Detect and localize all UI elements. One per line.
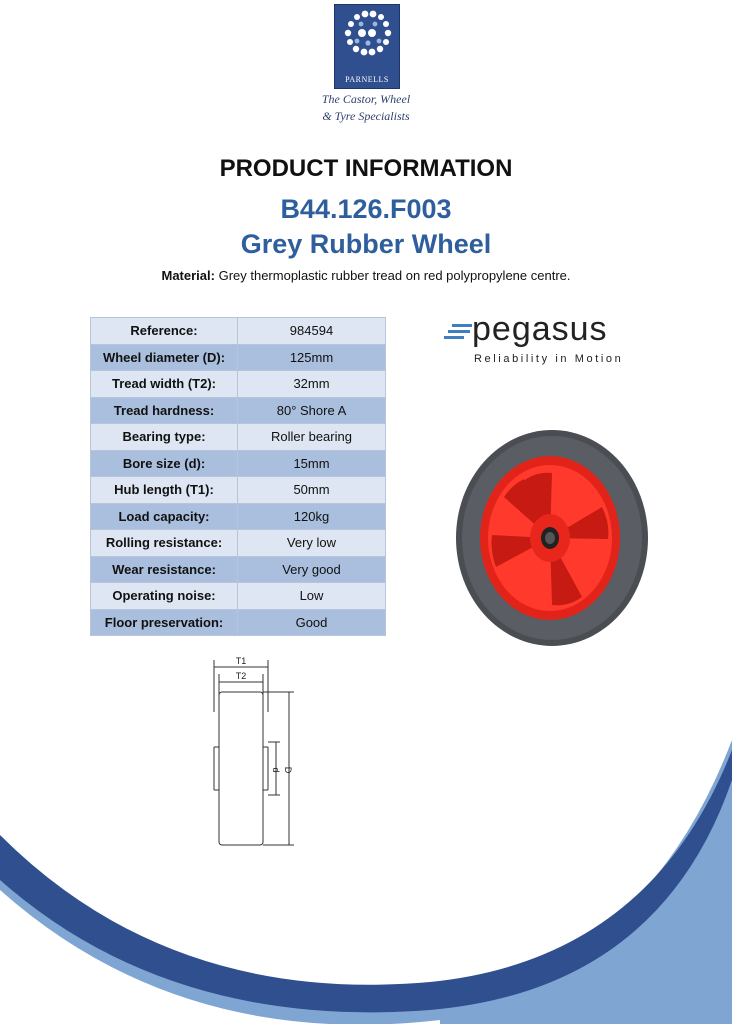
table-row: [91, 397, 386, 424]
spec-label: Reference:: [91, 318, 238, 345]
table-row: [91, 477, 386, 504]
spec-value: 125mm: [238, 344, 386, 371]
spec-label: Bore size (d):: [91, 450, 238, 477]
spec-value: 50mm: [238, 477, 386, 504]
spec-label: Wheel diameter (D):: [91, 344, 238, 371]
decorative-swoosh: [0, 720, 732, 1024]
spec-value: 80° Shore A: [238, 397, 386, 424]
page-title: PRODUCT INFORMATION: [219, 155, 513, 182]
speed-lines-icon: [444, 322, 474, 342]
spec-value: Very low: [238, 530, 386, 557]
spec-value: 32mm: [238, 371, 386, 398]
spec-label: Rolling resistance:: [91, 530, 238, 557]
spec-label: Tread width (T2):: [91, 371, 238, 398]
t2-label: T2: [235, 671, 247, 681]
spec-value: 15mm: [238, 450, 386, 477]
spec-value: 984594: [238, 318, 386, 345]
table-row: [91, 344, 386, 371]
spec-table: [90, 317, 386, 636]
spec-value: Good: [238, 609, 386, 636]
spec-label: Hub length (T1):: [91, 477, 238, 504]
pegasus-tagline: Reliability in Motion: [474, 353, 624, 365]
diameter-label: D: [283, 766, 293, 774]
pegasus-logo: [444, 312, 624, 368]
table-row: [91, 609, 386, 636]
pegasus-wordmark: pegasus: [472, 310, 608, 348]
bore-label: d: [271, 767, 281, 773]
table-row: [91, 371, 386, 398]
material-label: Material:: [161, 268, 215, 283]
material-line: [0, 268, 732, 283]
logo-name: PARNELLS: [345, 75, 389, 84]
tagline-line-1: The Castor, Wheel: [321, 92, 411, 106]
spec-label: Operating noise:: [91, 583, 238, 610]
t1-label: T1: [235, 656, 247, 666]
table-row: [91, 583, 386, 610]
parnells-logo: [334, 4, 400, 89]
dot-circle-logo-icon: [335, 5, 399, 75]
spec-label: Tread hardness:: [91, 397, 238, 424]
table-row: [91, 318, 386, 345]
table-row: [91, 424, 386, 451]
spec-value: Very good: [238, 556, 386, 583]
table-row: [91, 530, 386, 557]
spec-label: Wear resistance:: [91, 556, 238, 583]
spec-label: Bearing type:: [91, 424, 238, 451]
tagline-line-2: & Tyre Specialists: [322, 109, 410, 123]
spec-label: Load capacity:: [91, 503, 238, 530]
spec-label: Floor preservation:: [91, 609, 238, 636]
material-text: Grey thermoplastic rubber tread on red polypropylene centre.: [218, 268, 571, 283]
spec-value: 120kg: [238, 503, 386, 530]
spec-value: Low: [238, 583, 386, 610]
product-code: B44.126.F003: [280, 194, 452, 224]
spec-value: Roller bearing: [238, 424, 386, 451]
product-name: Grey Rubber Wheel: [240, 229, 492, 259]
table-row: [91, 450, 386, 477]
table-row: [91, 503, 386, 530]
table-row: [91, 556, 386, 583]
wheel-image: [452, 427, 652, 649]
